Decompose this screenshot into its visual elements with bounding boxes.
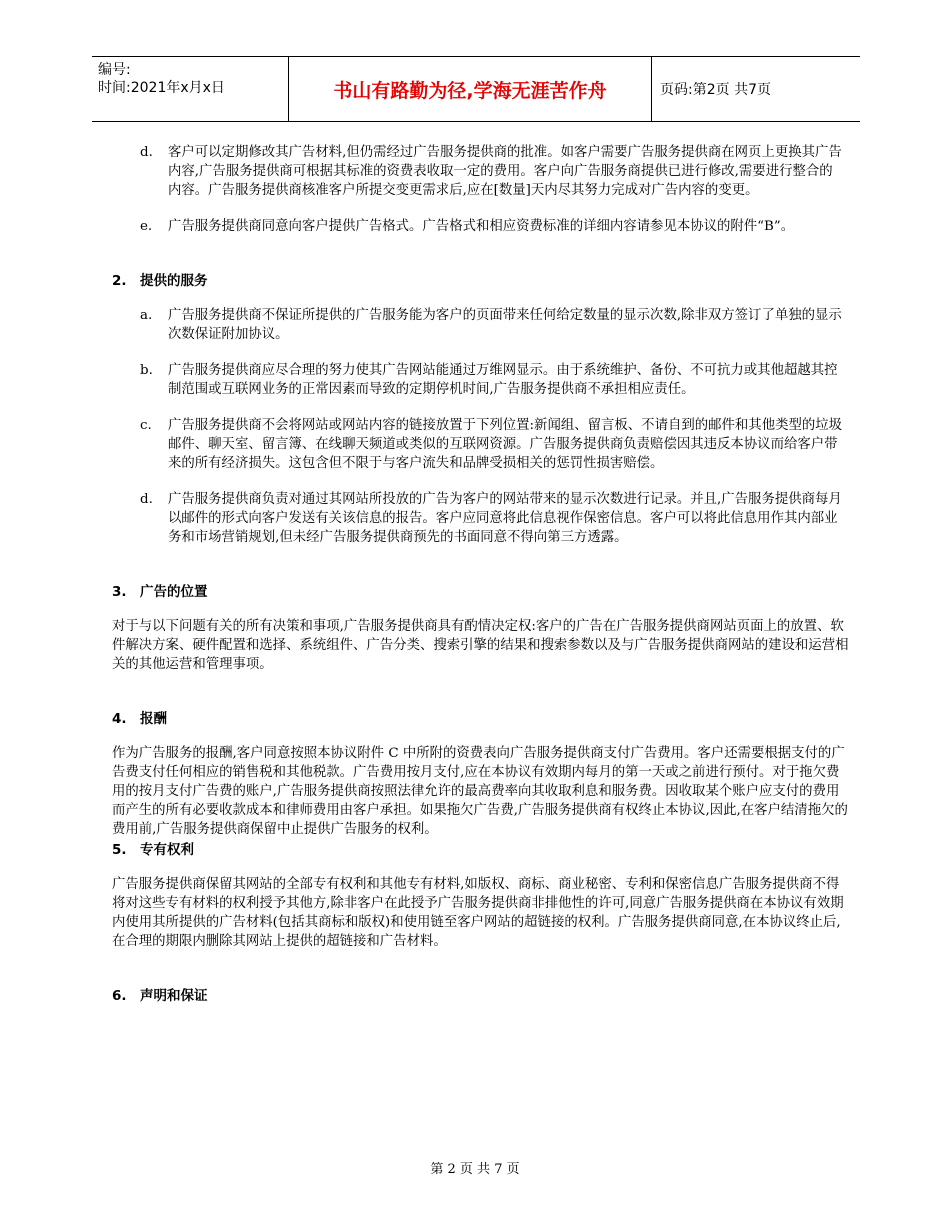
document-time-label: 时间:2021年x月x日 bbox=[98, 80, 225, 96]
section-heading-4 bbox=[112, 710, 852, 729]
section-paragraph: 作为广告服务的报酬,客户同意按照本协议附件 C 中所附的资费表向广告服务提供商支付广告费用。客户还需要根据支付的广告费支付任何相应的销售税和其他税款。广告费用按月支付,应在本协议有效期内每月的第一天或之前进行预付。对于拖欠费用的按月支付广告费的账户,广告服务提供商按照法律允许的最高费率向其收取利息和服务费。因收取某个账户应支付的费用而产生的所有必要收款成本和律师费用由客户承担。如果拖欠广告费,广告服务提供商有权终止本协议,因此,在客户结清拖欠的费用前,广告服务提供商保留中止提供广告服务的权利。 bbox=[112, 746, 848, 837]
list-item bbox=[112, 361, 852, 399]
list-item bbox=[112, 217, 852, 236]
section-title: 声明和保证 bbox=[140, 988, 208, 1004]
section-title: 专有权利 bbox=[140, 842, 194, 858]
list-item bbox=[112, 143, 852, 200]
section-heading-5 bbox=[112, 841, 852, 860]
list-item-marker: c. bbox=[140, 418, 152, 433]
header-meta bbox=[92, 57, 288, 121]
document-body bbox=[112, 143, 852, 1021]
section-paragraph: 广告服务提供商保留其网站的全部专有权利和其他专有材料,如版权、商标、商业秘密、专利和保密信息广告服务提供商不得将对这些专有材料的权利授予其他方,除非客户在此授予广告服务提供商非排他性的许可,同意广告服务提供商在本协议有效期内使用其所提供的广告材料(包括其商标和版权)和使用链至客户网站的超链接的权利。广告服务提供商同意,在本协议终止后,在合理的期限内删除其网站上提供的超链接和广告材料。 bbox=[112, 877, 844, 949]
section-number: 6. bbox=[112, 988, 127, 1004]
header-motto: 书山有路勤为径,学海无涯苦作舟 bbox=[288, 57, 652, 121]
page-footer: 第 2 页 共 7 页 bbox=[430, 1162, 520, 1177]
list-item-text: 客户可以定期修改其广告材料,但仍需经过广告服务提供商的批准。如客户需要广告服务提供商在网页上更换其广告内容,广告服务提供商可根据其标准的资费表收取一定的费用。客户向广告服务商提供已进行修改,需要进行整合的内容。广告服务提供商核准客户所提交变更需求后,应在[数量]天内尽其努力完成对广告内容的变更。 bbox=[168, 145, 842, 198]
list-item-marker: e. bbox=[140, 219, 153, 234]
section-heading-6 bbox=[112, 987, 852, 1006]
header-page-number: 页码:第2页 共7页 bbox=[660, 82, 771, 98]
list-item-marker: a. bbox=[140, 308, 153, 323]
section-title: 广告的位置 bbox=[140, 584, 208, 600]
list-item-text: 广告服务提供商不保证所提供的广告服务能为客户的页面带来任何给定数量的显示次数,除非双方签订了单独的显示次数保证附加协议。 bbox=[168, 308, 842, 342]
section-number: 3. bbox=[112, 584, 127, 600]
list-item-marker: d. bbox=[140, 492, 153, 507]
list-item-text: 广告服务提供商应尽合理的努力使其广告网站能通过万维网显示。由于系统维护、备份、不可抗力或其他超越其控制范围或互联网业务的正常因素而导致的定期停机时间,广告服务提供商不承担相应责任。 bbox=[168, 363, 838, 397]
list-item-marker: d. bbox=[140, 145, 153, 160]
list-item-text: 广告服务提供商不会将网站或网站内容的链接放置于下列位置:新闻组、留言板、不请自到的邮件和其他类型的垃圾邮件、聊天室、留言簿、在线聊天频道或类似的互联网资源。广告服务提供商负责赔偿因其违反本协议而给客户带来的所有经济损失。这包含但不限于与客户流失和品牌受损相关的惩罚性损害赔偿。 bbox=[168, 418, 843, 471]
page-header bbox=[92, 56, 860, 122]
section-title: 提供的服务 bbox=[140, 273, 208, 289]
section-number: 4. bbox=[112, 711, 127, 727]
section-heading-2 bbox=[112, 272, 852, 291]
document-id-label: 编号: bbox=[98, 62, 131, 78]
section-number: 5. bbox=[112, 842, 127, 858]
list-item bbox=[112, 416, 852, 473]
section-paragraph: 对于与以下问题有关的所有决策和事项,广告服务提供商具有酌情决定权:客户的广告在广告服务提供商网站页面上的放置、软件解决方案、硬件配置和选择、系统组件、广告分类、搜索引擎的结果和搜索参数以及与广告服务提供商网站的建设和运营相关的其他运营和管理事项。 bbox=[112, 619, 849, 672]
list-item-marker: b. bbox=[140, 363, 153, 378]
list-item bbox=[112, 490, 852, 547]
section-number: 2. bbox=[112, 273, 127, 289]
list-item-text: 广告服务提供商负责对通过其网站所投放的广告为客户的网站带来的显示次数进行记录。并且,广告服务提供商每月以邮件的形式向客户发送有关该信息的报告。客户应同意将此信息视作保密信息。客户可以将此信息用作其内部业务和市场营销规划,但未经广告服务提供商预先的书面同意不得向第三方透露。 bbox=[168, 492, 842, 545]
list-item bbox=[112, 306, 852, 344]
list-item-text: 广告服务提供商同意向客户提供广告格式。广告格式和相应资费标准的详细内容请参见本协议的附件“B”。 bbox=[168, 219, 795, 234]
section-heading-3 bbox=[112, 583, 852, 602]
section-title: 报酬 bbox=[140, 711, 167, 727]
